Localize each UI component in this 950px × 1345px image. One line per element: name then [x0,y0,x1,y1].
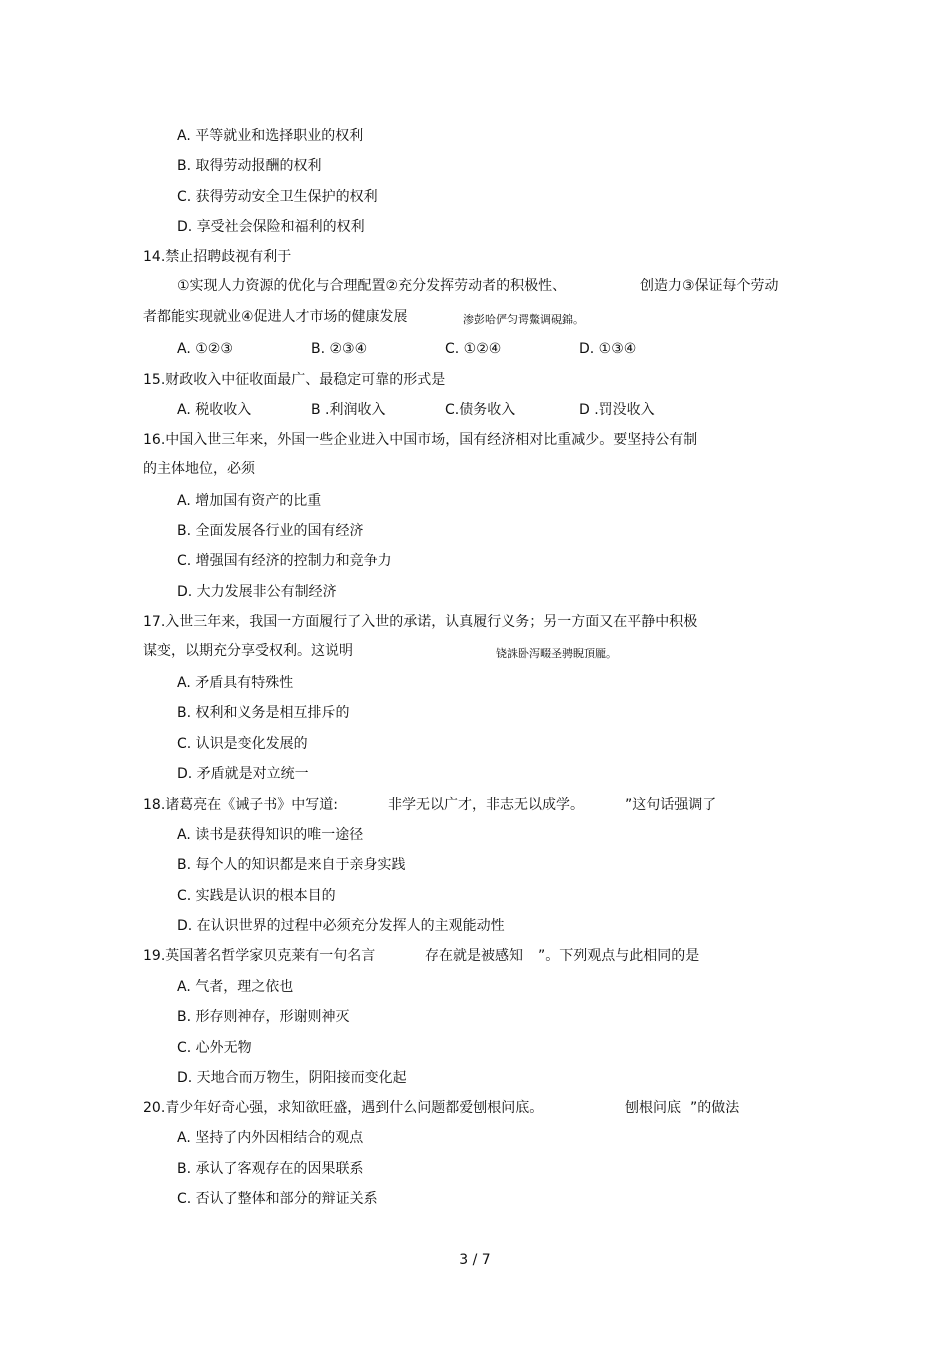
q19-stem-quote: 存在就是被感知 [425,948,523,964]
q16-option-d: D. 大力发展非公有制经济 [177,584,337,600]
q14-option-b: B. ②③④ [311,341,368,357]
q19-stem: 19.英国著名哲学家贝克莱有一句名言 [143,948,376,964]
q19-stem-end: ”。下列观点与此相同的是 [538,948,700,964]
q20-stem: 20.青少年好奇心强，求知欲旺盛，遇到什么问题都爱刨根问底。 [143,1100,544,1116]
q20-option-b: B. 承认了客观存在的因果联系 [177,1161,364,1177]
q17-option-d: D. 矛盾就是对立统一 [177,766,309,782]
q18-option-c: C. 实践是认识的根本目的 [177,888,336,904]
q18-stem: 18.诸葛亮在《诫子书》中写道: [143,797,338,813]
q14-noise-text: 渗彭哈俨匀谔鱉调硯錦。 [463,313,584,326]
q18-option-d: D. 在认识世界的过程中必须充分发挥人的主观能动性 [177,918,505,934]
q19-option-c: C. 心外无物 [177,1040,252,1056]
q13-option-a: A. 平等就业和选择职业的权利 [177,128,364,144]
q13-option-b: B. 取得劳动报酬的权利 [177,158,322,174]
q18-stem-quote: 非学无以广才，非志无以成学。 [388,797,584,813]
q14-stem: 14.禁止招聘歧视有利于 [143,249,292,265]
q18-option-b: B. 每个人的知识都是来自于亲身实践 [177,857,406,873]
q14-option-c: C. ①②④ [445,341,502,357]
q16-option-c: C. 增强国有经济的控制力和竞争力 [177,553,392,569]
q14-statements-line1: ①实现人力资源的优化与合理配置②充分发挥劳动者的积极性、 [177,278,567,294]
q16-option-a: A. 增加国有资产的比重 [177,493,322,509]
q13-option-d: D. 享受社会保险和福利的权利 [177,219,365,235]
q15-option-d: D .罚没收入 [579,402,655,418]
q14-statements-line2: 者都能实现就业④促进人才市场的健康发展 [143,309,408,325]
q17-option-c: C. 认识是变化发展的 [177,736,308,752]
page-number: 3 / 7 [459,1252,491,1268]
q17-noise-text: 铙誅卧泻畷圣骋睨頂龎。 [496,647,617,660]
q18-stem-end: ”这句话强调了 [625,797,717,813]
q16-stem-line2: 的主体地位，必须 [143,461,255,477]
q19-option-a: A. 气者，理之依也 [177,979,294,995]
q18-option-a: A. 读书是获得知识的唯一途径 [177,827,364,843]
q16-stem-line1: 16.中国入世三年来，外国一些企业进入中国市场，国有经济相对比重减少。要坚持公有制 [143,432,698,448]
q16-option-b: B. 全面发展各行业的国有经济 [177,523,364,539]
q15-stem: 15.财政收入中征收面最广、最稳定可靠的形式是 [143,372,446,388]
q20-option-c: C. 否认了整体和部分的辩证关系 [177,1191,378,1207]
q17-option-a: A. 矛盾具有特殊性 [177,675,294,691]
q20-stem-quote: 刨根问底 [625,1100,681,1116]
q19-option-d: D. 天地合而万物生，阴阳接而变化起 [177,1070,407,1086]
q17-stem-line1: 17.入世三年来，我国一方面履行了入世的承诺，认真履行义务；另一方面又在平静中积极 [143,614,698,630]
q14-option-a: A. ①②③ [177,341,233,357]
q17-option-b: B. 权利和义务是相互排斥的 [177,705,350,721]
q15-option-a: A. 税收收入 [177,402,252,418]
q19-option-b: B. 形存则神存，形谢则神灭 [177,1009,350,1025]
q14-statements-line1-cont: 创造力③保证每个劳动 [640,278,779,294]
q15-option-c: C.债务收入 [445,402,516,418]
q17-stem-line2: 谋变，以期充分享受权利。这说明 [143,643,353,659]
q20-stem-end: ”的做法 [690,1100,740,1116]
q13-option-c: C. 获得劳动安全卫生保护的权利 [177,189,378,205]
q14-option-d: D. ①③④ [579,341,637,357]
q15-option-b: B .利润收入 [311,402,386,418]
q20-option-a: A. 坚持了内外因相结合的观点 [177,1130,364,1146]
